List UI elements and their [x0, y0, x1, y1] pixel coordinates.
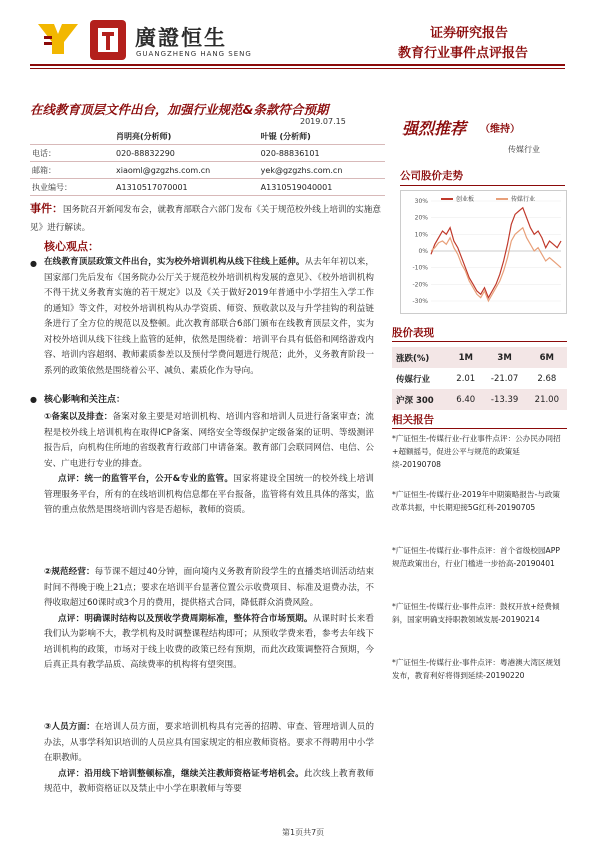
chart-section-divider [400, 185, 565, 186]
report-type: 证券研究报告 [430, 26, 509, 41]
related-section-title: 相关报告 [392, 414, 434, 426]
analyst-2-phone: 020-88836101 [259, 145, 385, 162]
item-1 [44, 410, 374, 519]
paragraph-1 [44, 255, 374, 379]
perf-header-cell: 6M [527, 347, 567, 368]
chart-legend-label: 创业板 [456, 196, 475, 203]
event-text: 国务院召开新闻发布会，就教育部联合六部门发布《关于规范校外线上培训的实施意见》进行解读。 [30, 205, 381, 233]
related-report-link[interactable]: *广证恒生-传媒行业-2019年中期策略报告-与政策改革共振，中长期迎接5G红利-20190705 [392, 490, 561, 513]
report-subtype: 教育行业事件点评报告 [398, 46, 529, 61]
table-row [392, 389, 567, 410]
table-row [392, 347, 567, 368]
perf-cell: 沪深 300 [392, 389, 449, 410]
rating-label: 强烈推荐 [402, 119, 467, 138]
related-report-link[interactable]: *广证恒生-传媒行业-行业事件点评：公办民办同招+超额摇号，促进公平与规范的政策延续-20190708 [392, 434, 561, 470]
related-report-link[interactable]: *广证恒生-传媒行业-事件点评：首个省级校园APP规范政策出台，行业门槛进一步抬高-20190401 [392, 546, 560, 569]
impact-title: 核心影响和关注点： [44, 395, 126, 405]
item-3-num: ③人员方面： [44, 722, 96, 732]
event-section [30, 200, 385, 237]
analyst-2-email[interactable]: yek@gzgzhs.com.cn [259, 162, 385, 179]
item-2-text: 每节课不超过40分钟，面向境内义务教育阶段学生的直播类培训活动结束时间不得晚于晚上21点；要求在培训平台显著位置公示收费项目、标准及退费办法，不得收取超过60课时或3个月的费用，提供格式合同，降低群众消费风险。 [44, 567, 374, 608]
perf-header-cell: 涨跌(%) [392, 347, 449, 368]
related-divider [392, 428, 567, 429]
item-3-comment-label: 点评： [58, 768, 85, 779]
phone-label: 电话： [30, 145, 114, 162]
header-divider-thin [30, 68, 565, 69]
license-label: 执业编号： [30, 179, 114, 196]
perf-header-cell: 1M [449, 347, 483, 368]
page-number: 第1页共7页 [282, 828, 325, 837]
analyst-1-license: A1310517070001 [114, 179, 259, 196]
performance-section-title: 股价表现 [392, 327, 434, 339]
item-3-text: 在培训人员方面，要求培训机构具有完善的招聘、审查、管理培训人员的办法，从事学科知识培训的人员应具有国家规定的相应教师资格。要求不得聘用中小学在职教师。 [44, 722, 374, 763]
seal-emblem-icon [88, 18, 128, 62]
chart-ytick-label: 20% [414, 214, 428, 222]
chart-ytick-label: 30% [414, 198, 428, 205]
item-3 [44, 720, 374, 798]
analyst-2-name: 叶锟 (分析师) [259, 128, 385, 145]
item-1-comment-lead: 统一的监管平台，公开&专业的监管。 [84, 474, 234, 484]
perf-cell: 传媒行业 [396, 374, 431, 385]
industry-label: 传媒行业 [508, 145, 540, 154]
performance-divider [392, 341, 567, 342]
analyst-1-name: 肖明亮(分析师) [114, 128, 259, 145]
perf-cell: -21.07 [490, 373, 519, 384]
item-3-comment-lead: 沿用线下培训整顿标准，继续关注教师资格证考培机会。 [84, 768, 304, 779]
perf-cell: 6.40 [449, 389, 483, 410]
related-report-link[interactable]: *广证恒生-传媒行业-事件点评：粤港澳大湾区规划发布，教育利好将得到延续-20190220 [392, 658, 561, 681]
item-1-comment-text: 国家将建设全国统一的校外线上培训管理服务平台，所有的在线培训机构信息都在平台报备，监管将有效且具体的落实，监管的重点依然是围绕培训内容是否超标，教师的资质。 [44, 474, 374, 515]
event-label: 事件： [30, 202, 63, 215]
perf-cell: 2.01 [456, 373, 476, 384]
report-date: 2019.07.15 [300, 117, 346, 126]
perf-header-cell: 3M [483, 347, 527, 368]
related-report-link[interactable]: *广证恒生-传媒行业-事件点评：鼓权开放+经费倾斜，国家明确支持职教领域发展-20190214 [392, 602, 560, 625]
item-2 [44, 565, 374, 674]
brand-name: 廣證恒生 [135, 26, 227, 50]
rating-sub: （维持） [480, 124, 520, 135]
key-points-title: 核心观点： [44, 240, 99, 253]
item-1-text: 备案对象主要是对培训机构、培训内容和培训人员进行备案审查；流程是校外线上培训机构在取得ICP备案、网络安全等级保护定级备案的证明、等级测评报告后，向机构住所地的省级教育行政部门申请备案。教育部门会联同网信、电信、公安、广电进行专业的排查。 [44, 412, 374, 469]
item-2-comment-text: 从课时时长来看我们认为影响不大，教学机构及时调整课程结构即可；从预收学费来看，参考去年线下培训机构的政策，市场对于线上收费的政策已经有预期，而此次政策调整符合预期，今后真正具有教学品质、高续费率的机构将有望突围。 [44, 613, 374, 670]
analyst-2-license: A1310519040001 [259, 179, 385, 196]
header-divider [30, 64, 565, 66]
chart-ytick-label: -30% [412, 298, 428, 305]
bullet-icon: ● [30, 259, 37, 268]
item-3-comment-text: 此次线上教育教师规范中，教师资格证以及禁止中小学在职教师与等要 [44, 768, 374, 794]
chart-ytick-label: -10% [412, 264, 428, 272]
paragraph-1-text: 从去年年初以来，国家部门先后发布《国务院办公厅关于规范校外培训机构发展的意见》、《校外培训机构不得干扰义务教育实施的若干规定》以及《关于做好2019年普通中小学招生入学工作的通知》等文件，对校外培训机构从办学资质、师资、预收款以及与升学挂钩的利益链条进行了全方位的规范以及整顿。此次教育部联合6部门颁布在线教育顶层文件，实为对校外培训从线下往线上监管的延伸，依然是围绕着：培训平台具有低俗和网络游戏内容、培训内容超纲、教师素质参差以及预付学费问题进行规范；此外，义务教育阶段一系列的政策依然是围绕着公平、减负、素质化作为导向。 [44, 257, 374, 376]
item-2-comment-label: 点评： [58, 613, 85, 624]
chart-ytick-label: 0% [418, 248, 428, 255]
item-2-comment-lead: 明确课时结构以及预收学费周期标准，整体符合市场预期。 [84, 613, 313, 624]
chart-ytick-label: -20% [412, 281, 428, 289]
item-1-num: ①备案以及排查： [44, 412, 113, 422]
perf-cell: 21.00 [527, 389, 567, 410]
report-title: 在线教育顶层文件出台，加强行业规范&条款符合预期 [30, 102, 329, 117]
paragraph-1-lead: 在线教育顶层政策文件出台，实为校外培训机构从线下往线上延伸。 [44, 257, 305, 267]
chart-series-line [431, 228, 561, 301]
chart-legend-label: 传媒行业 [511, 196, 536, 203]
bullet-icon: ● [30, 395, 37, 404]
chart-ytick-label: 10% [414, 231, 428, 239]
analyst-table [30, 128, 385, 196]
stock-price-chart [400, 190, 567, 314]
perf-cell: 2.68 [537, 373, 557, 384]
analyst-1-email[interactable]: xiaoml@gzgzhs.com.cn [114, 162, 259, 179]
table-row [392, 368, 567, 389]
performance-table [392, 347, 567, 410]
item-1-comment-label: 点评： [58, 474, 85, 484]
company-logo-icon [38, 20, 78, 58]
item-2-num: ②规范经营： [44, 567, 95, 577]
brand-name-en: GUANGZHENG HANG SENG [136, 50, 252, 58]
perf-cell: -13.39 [483, 389, 527, 410]
email-label: 邮箱： [30, 162, 114, 179]
chart-section-title: 公司股价走势 [400, 170, 463, 182]
analyst-1-phone: 020-88832290 [114, 145, 259, 162]
